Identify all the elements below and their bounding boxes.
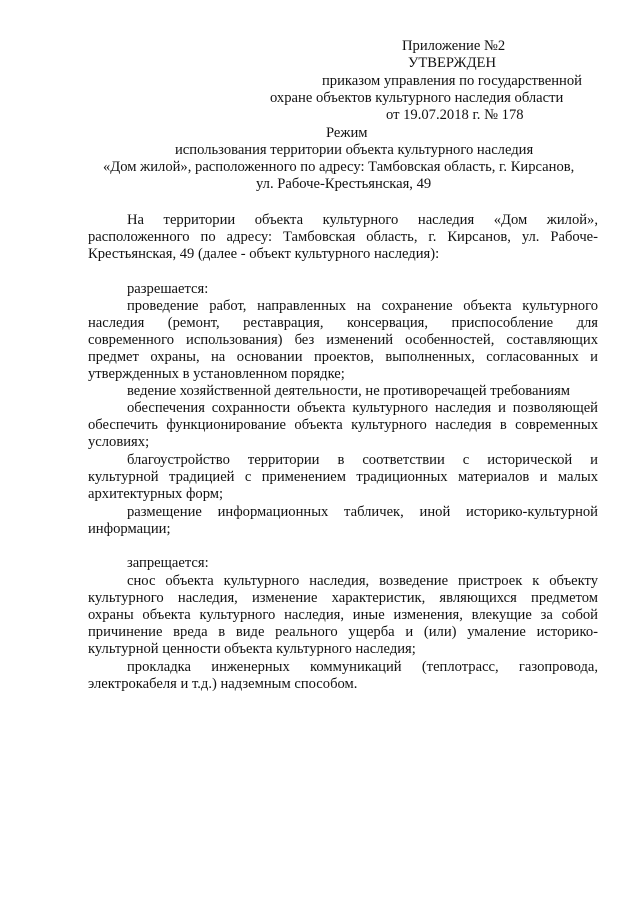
allowed-item1-line-4: предмет охраны, на основании проектов, выполненных, согласованных и (88, 349, 598, 365)
allowed-item1-line-1: проведение работ, направленных на сохранение объекта культурного (127, 298, 598, 314)
allowed-item4-line-1: размещение информационных табличек, иной историко-культурной (127, 504, 598, 520)
allowed-item2-line-2: обеспечения сохранности объекта культурного наследия и позволяющей (127, 400, 598, 416)
allowed-item3-line-2: культурной традицией с применением традиционных материалов и малых (88, 469, 598, 485)
allowed-item3-line-3: архитектурных форм; (88, 486, 224, 502)
allowed-heading: разрешается: (127, 281, 209, 297)
order-line-1: приказом управления по государственной (322, 73, 582, 89)
appendix-label: Приложение №2 (402, 38, 506, 54)
intro-line-1: На территории объекта культурного наследия «Дом жилой», (127, 212, 598, 228)
title-line-2: использования территории объекта культурного наследия (175, 142, 534, 158)
forbidden-item1-line-1: снос объекта культурного наследия, возведение пристроек к объекту (127, 573, 598, 589)
forbidden-item1-line-2: культурного наследия, изменение характеристик, являющихся предметом (88, 590, 598, 606)
allowed-item1-line-3: современного использования) без изменений особенностей, составляющих (88, 332, 598, 348)
forbidden-item1-line-4: причинение вреда в виде реального ущерба и (или) умаление историко- (88, 624, 598, 640)
intro-line-3: Крестьянская, 49 (далее - объект культурного наследия): (88, 246, 440, 262)
intro-line-2: расположенного по адресу: Тамбовская область, г. Кирсанов, ул. Рабоче- (88, 229, 598, 245)
allowed-item1-line-2: наследия (ремонт, реставрация, консервация, приспособление для (88, 315, 598, 331)
title-line-3: «Дом жилой», расположенного по адресу: Тамбовская область, г. Кирсанов, (103, 159, 575, 175)
allowed-item2-line-3: обеспечить функционирование объекта культурного наследия в современных (88, 417, 598, 433)
forbidden-item1-line-3: охраны объекта культурного наследия, иные изменения, влекущие за собой (88, 607, 598, 623)
allowed-item3-line-1: благоустройство территории в соответствии с исторической и (127, 452, 598, 468)
allowed-item2-line-1: ведение хозяйственной деятельности, не противоречащей требованиям (127, 383, 571, 399)
title-regime: Режим (326, 125, 368, 141)
title-line-4: ул. Рабоче-Крестьянская, 49 (256, 176, 432, 192)
order-line-3: от 19.07.2018 г. № 178 (386, 107, 524, 123)
allowed-item1-line-5: утвержденных в установленном порядке; (88, 366, 345, 382)
forbidden-item2-line-2: электрокабеля и т.д.) надземным способом. (88, 676, 358, 692)
forbidden-item2-line-1: прокладка инженерных коммуникаций (теплотрасс, газопровода, (127, 659, 598, 675)
forbidden-heading: запрещается: (127, 555, 209, 571)
forbidden-item1-line-5: культурной ценности объекта культурного наследия; (88, 641, 416, 657)
approved-label: УТВЕРЖДЕН (408, 55, 496, 71)
order-line-2: охране объектов культурного наследия области (270, 90, 564, 106)
allowed-item2-line-4: условиях; (88, 434, 150, 450)
allowed-item4-line-2: информации; (88, 521, 171, 537)
